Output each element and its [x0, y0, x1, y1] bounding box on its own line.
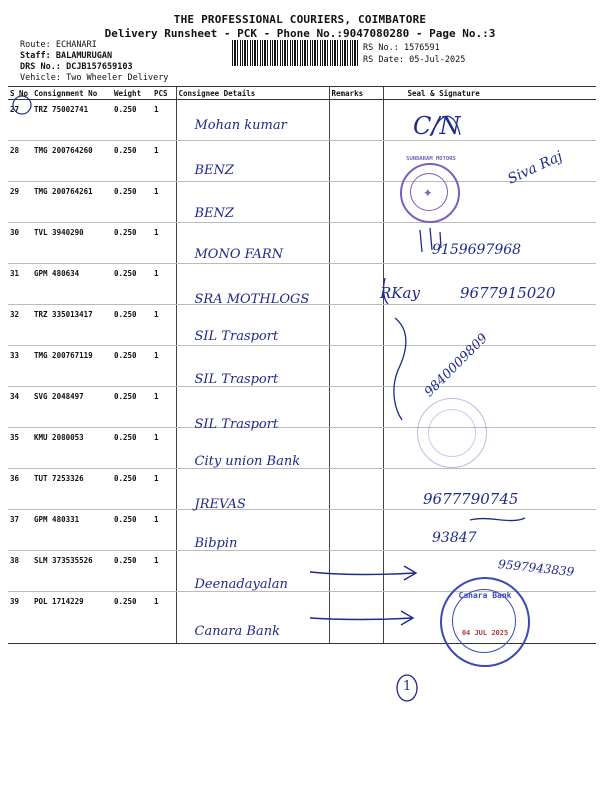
- document-subtitle: Delivery Runsheet - PCK - Phone No.:9047080280 - Page No.:3: [104, 27, 496, 40]
- consignment-cell: POL 1714229: [32, 592, 112, 644]
- column-header: Consignment No: [32, 87, 112, 100]
- column-header: Consignee Details: [176, 87, 329, 100]
- signature-row-30-phone: 9159697968: [432, 242, 522, 258]
- weight-cell: 0.250: [112, 346, 152, 387]
- sno-cell: 31: [8, 264, 32, 305]
- weight-cell: 0.250: [112, 305, 152, 346]
- weight-cell: 0.250: [112, 141, 152, 182]
- arrow-row-39: [310, 618, 412, 620]
- column-header: Seal & Signature: [383, 87, 596, 100]
- canara-stamp-date: 04 JUL 2025: [461, 629, 509, 637]
- consignee-handwritten: BENZ: [194, 206, 234, 221]
- signature-row-27: C/N: [413, 112, 461, 140]
- consignee-handwritten: SIL Trasport: [194, 329, 279, 344]
- pcs-cell: 1: [152, 223, 176, 264]
- consignee-handwritten: Mohan kumar: [194, 118, 287, 133]
- consignment-cell: TMG 200767119: [32, 346, 112, 387]
- star-icon: ✦: [423, 182, 433, 201]
- route-value: ECHANARI: [55, 40, 97, 50]
- sno-cell: 37: [8, 510, 32, 551]
- sno-cell: 33: [8, 346, 32, 387]
- sno-cell: 28: [8, 141, 32, 182]
- pcs-cell: 1: [152, 387, 176, 428]
- pcs-cell: 1: [152, 182, 176, 223]
- rs-date-label: RS Date:: [363, 55, 404, 65]
- consignment-cell: KMU 2080053: [32, 428, 112, 469]
- weight-cell: 0.250: [112, 223, 152, 264]
- arrow-row-38: [310, 572, 415, 574]
- canara-stamp-text: Canara Bank: [458, 591, 512, 600]
- vehicle-label: Vehicle:: [20, 73, 61, 83]
- row-27-circle: [13, 96, 31, 114]
- document-title: THE PROFESSIONAL COURIERS, COIMBATORE: [173, 13, 427, 26]
- pcs-cell: 1: [152, 141, 176, 182]
- pcs-cell: 1: [152, 551, 176, 592]
- consignee-handwritten: City union Bank: [194, 454, 301, 469]
- pcs-cell: 1: [152, 510, 176, 551]
- pcs-cell: 1: [152, 305, 176, 346]
- column-header: S No: [8, 87, 32, 100]
- bracket-rows-32-34: [394, 318, 406, 420]
- consignment-cell: GPM 480331: [32, 510, 112, 551]
- pcs-cell: 1: [152, 469, 176, 510]
- consignment-cell: TMG 200764260: [32, 141, 112, 182]
- signature-scribble-37: [470, 518, 525, 521]
- sno-cell: 29: [8, 182, 32, 223]
- consignee-handwritten: SIL Trasport: [194, 417, 279, 432]
- sno-cell: 30: [8, 223, 32, 264]
- consignment-cell: SVG 2048497: [32, 387, 112, 428]
- consignee-handwritten: Bibpin: [194, 536, 238, 551]
- signature-scribble-31: [384, 278, 388, 304]
- weight-cell: 0.250: [112, 428, 152, 469]
- sno-cell: 32: [8, 305, 32, 346]
- signature-row-37-phone: 93847: [432, 530, 477, 546]
- sundaram-stamp-text: SUNDARAM MOTORS: [406, 156, 456, 162]
- weight-cell: 0.250: [112, 469, 152, 510]
- weight-cell: 0.250: [112, 592, 152, 644]
- pcs-cell: 1: [152, 264, 176, 305]
- signature-row-28: Siva Raj: [505, 148, 565, 188]
- weight-cell: 0.250: [112, 264, 152, 305]
- sno-cell: 34: [8, 387, 32, 428]
- weight-cell: 0.250: [112, 510, 152, 551]
- consignee-handwritten: Deenadayalan: [194, 577, 288, 592]
- weight-cell: 0.250: [112, 387, 152, 428]
- column-header: Weight: [112, 87, 152, 100]
- rs-date-value: 05-Jul-2025: [409, 55, 466, 65]
- signature-scribble-30: [420, 228, 441, 252]
- weight-cell: 0.250: [112, 100, 152, 141]
- sno-cell: 35: [8, 428, 32, 469]
- consignee-handwritten: JREVAS: [194, 497, 246, 512]
- signature-row-33-phone: 9840009809: [421, 330, 491, 401]
- consignment-cell: TRZ 75002741: [32, 100, 112, 141]
- signature-row-31-phone: 9677915020: [460, 284, 556, 302]
- column-header: PCS: [152, 87, 176, 100]
- signature-row-36-phone: 9677790745: [423, 490, 519, 508]
- consignment-cell: TVL 3940290: [32, 223, 112, 264]
- pcs-cell: 1: [152, 428, 176, 469]
- consignment-cell: GPM 480634: [32, 264, 112, 305]
- consignment-cell: TUT 7253326: [32, 469, 112, 510]
- vehicle-value: Two Wheeler Delivery: [66, 73, 169, 83]
- consignee-handwritten: SRA MOTHLOGS: [194, 292, 310, 307]
- rs-no-label: RS No.:: [363, 43, 399, 53]
- weight-cell: 0.250: [112, 182, 152, 223]
- sno-cell: 27: [8, 100, 32, 141]
- consignee-handwritten: MONO FARN: [194, 247, 284, 262]
- staff-value: BALAMURUGAN: [55, 51, 113, 61]
- route-label: Route:: [20, 40, 51, 50]
- staff-label: Staff:: [20, 51, 51, 61]
- consignment-cell: TRZ 335013417: [32, 305, 112, 346]
- sno-cell: 39: [8, 592, 32, 644]
- weight-cell: 0.250: [112, 551, 152, 592]
- sno-cell: 38: [8, 551, 32, 592]
- pcs-cell: 1: [152, 100, 176, 141]
- signature-row-38-phone: 9597943839: [497, 557, 575, 579]
- consignee-handwritten: Canara Bank: [194, 624, 280, 639]
- rs-no-value: 1576591: [403, 43, 440, 53]
- pcs-cell: 1: [152, 346, 176, 387]
- drs-value: DCJB157659103: [66, 62, 133, 72]
- sno-cell: 36: [8, 469, 32, 510]
- pcs-cell: 1: [152, 592, 176, 644]
- page-mark: 1: [403, 679, 412, 694]
- consignment-cell: SLM 373535526: [32, 551, 112, 592]
- consignee-handwritten: BENZ: [194, 163, 234, 178]
- signature-scribble-27: [432, 116, 460, 135]
- consignment-cell: TMG 200764261: [32, 182, 112, 223]
- signature-row-31-name: RKay: [380, 284, 420, 302]
- column-header: Remarks: [329, 87, 383, 100]
- drs-label: DRS No.:: [20, 62, 61, 72]
- consignee-handwritten: SIL Trasport: [194, 372, 279, 387]
